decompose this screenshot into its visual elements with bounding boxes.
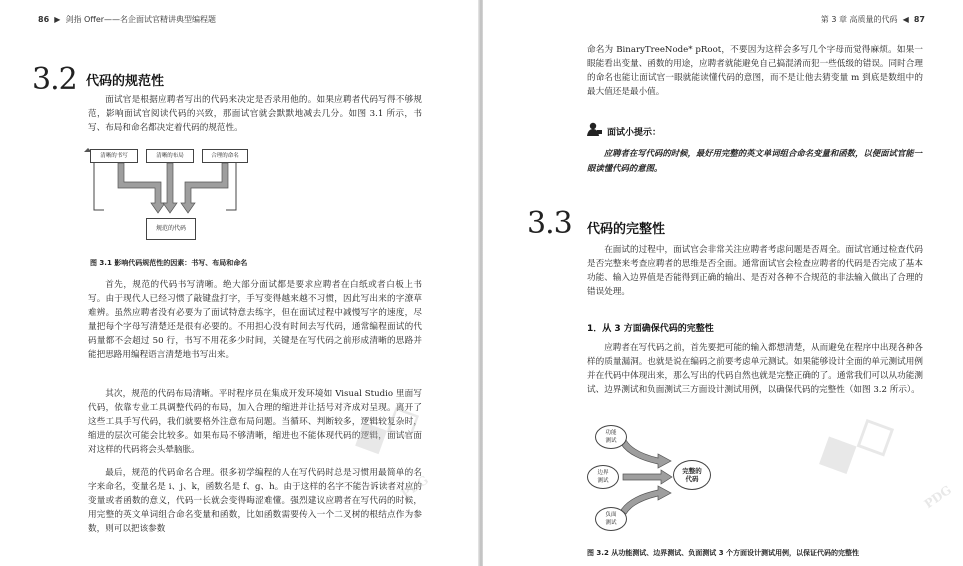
- arrow-from-naming: [181, 163, 228, 213]
- tip-title: 面试小提示：: [607, 128, 662, 138]
- arrow-from-negative-test: [621, 486, 671, 514]
- arrow-from-boundary-test: [623, 470, 672, 484]
- ellipse-function-test: 功能 测试: [595, 425, 627, 449]
- box-standard-code: 规范的代码: [146, 218, 196, 240]
- watermark-left: PDG: [398, 472, 432, 502]
- ellipse-complete-code: 完整的 代码: [673, 460, 711, 490]
- paragraph-naming: 最后，规范的代码命名合理。很多初学编程的人在写代码时总是习惯用最简单的名字来命名，变量名是 i、j、k，函数名是 f、g、h。由于这样的名字不能告诉读者对应的变量或者函数的意义，代码一长就会变得晦涩难懂。强烈建议应聘者在写代码的时候，用完整的英文单词组合命名变量和函数，比如函数需要传入一个二叉树的根结点作为参数，则可以把该参数: [88, 468, 422, 534]
- subsection-paragraph: 应聘者在写代码之前，首先要把可能的输入都想清楚，从而避免在程序中出现各种各样的质量漏洞。也就是说在编码之前要考虑单元测试。如果能够设计全面的单元测试用例并在代码中体现出来，那么写出的代码自然也就是完整正确的了。通常我们可以从功能测试、边界测试和负面测试三方面设计测试用例，以确保代码的完整性（如图 3.2 所示）。: [587, 343, 923, 395]
- figure-3-1-caption: 图 3.1 影响代码规范性的因素：书写、布局和命名: [90, 259, 248, 267]
- ellipse-negative-test: 负面 测试: [595, 507, 627, 531]
- left-page: [0, 0, 480, 566]
- figure-3-2-caption: 图 3.2 从功能测试、边界测试、负面测试 3 个方面设计测试用例，以保证代码的完整性: [587, 549, 860, 557]
- triangle-right-icon: ▶: [51, 15, 63, 24]
- subsection-title: 1．从 3 方面确保代码的完整性: [587, 324, 714, 334]
- watermark-glyphs-left: ◆◇: [341, 387, 429, 467]
- figure-3-1-arrows: [0, 0, 480, 260]
- section-number-3-3: 3.3: [527, 206, 572, 241]
- left-bracket-line: [94, 160, 104, 210]
- tip-body: 应聘者在写代码的时候，最好用完整的英文单词组合命名变量和函数，以便面试官能一眼读懂代码的意图。: [587, 148, 923, 173]
- right-page: [483, 0, 963, 566]
- left-running-title: 剑指 Offer——名企面试官精讲典型编程题: [65, 15, 217, 24]
- right-running-title: 第 3 章 高质量的代码: [820, 15, 898, 24]
- figure-3-2-arrows: [483, 0, 963, 566]
- box-clear-layout: 清晰的布局: [146, 149, 194, 163]
- section-title-3-3: 代码的完整性: [587, 222, 666, 237]
- watermark-right: PDG: [921, 482, 955, 512]
- arrow-from-writing: [118, 163, 165, 213]
- watermark-glyphs-right: ◆◇: [803, 395, 906, 489]
- box-reasonable-naming: 合理的命名: [202, 149, 248, 163]
- paragraph-layout: 其次，规范的代码布局清晰。平时程序员在集成开发环境如 Visual Studio 里面写代码，依靠专业工具调整代码的布局，加入合理的缩进并让括号对齐成对呈现。离开了这些工具手写代码，我们就要格外注意布局问题。当循环、判断较多，逻辑较复杂时，缩进的层次可能会比较多。如果布局不够清晰，缩进也不能体现代码的逻辑，面试官面对这样的代码将会头晕脑胀。: [88, 389, 422, 455]
- test-arrows: [621, 440, 672, 514]
- left-page-number: 86: [38, 15, 50, 24]
- section-number-3-2: 3.2: [32, 62, 77, 97]
- paragraph-writing: 首先，规范的代码书写清晰。绝大部分面试都是要求应聘者在白纸或者白板上书写。由于现代人已经习惯了敲键盘打字，手写变得越来越不习惯，因此写出来的字潦草难辨。虽然应聘者没有必要为了面试特意去练字，但在面试过程中减慢写字的速度，尽量把每个字母写清楚还是很有必要的。不用担心没有时间去写代码，通常编程面试的代码量都不会超过 50 行，书写不用花多少时间，关键是在写代码之前形成清晰的思路并能把思路用编程语言清楚地书写出来。: [88, 280, 422, 360]
- ellipse-boundary-test: 边界 测试: [587, 465, 619, 489]
- section-title-3-2: 代码的规范性: [86, 74, 165, 89]
- convergence-arrows: [118, 163, 228, 213]
- arrow-from-layout: [163, 163, 177, 213]
- completeness-paragraph: 在面试的过程中，面试官会非常关注应聘者考虑问题是否周全。面试官通过检查代码是否完整来考查应聘者的思维是否全面。通常面试官会检查应聘者的代码是否完成了基本功能、输入边界值是否能得到正确的输出、是否对各种不合规范的非法输入做出了合理的错误处理。: [587, 245, 923, 297]
- triangle-left-icon: ◀: [900, 15, 912, 24]
- right-page-number: 87: [913, 15, 925, 24]
- continued-paragraph: 命名为 BinaryTreeNode* pRoot，不要因为这样会多写几个字母而觉得麻烦。如果一眼能看出变量、函数的用途，应聘者就能避免自己搞混淆而犯一些低级的错误。同时合理的命名也能让面试官一眼就能读懂代码的意图，而不是让他去猜变量 m 到底是数组中的最大值还是最小值。: [587, 45, 923, 97]
- arrow-from-function-test: [621, 440, 671, 468]
- intro-paragraph: 面试官是根据应聘者写出的代码来决定是否录用他的。如果应聘者代码写得不够规范，影响面试官阅读代码的兴致，那面试官就会默默地减去几分。如图 3.1 所示，书写、布局和命名都决定着代码的规范性。: [88, 95, 422, 133]
- box-clear-writing: 清晰的书写: [90, 149, 138, 163]
